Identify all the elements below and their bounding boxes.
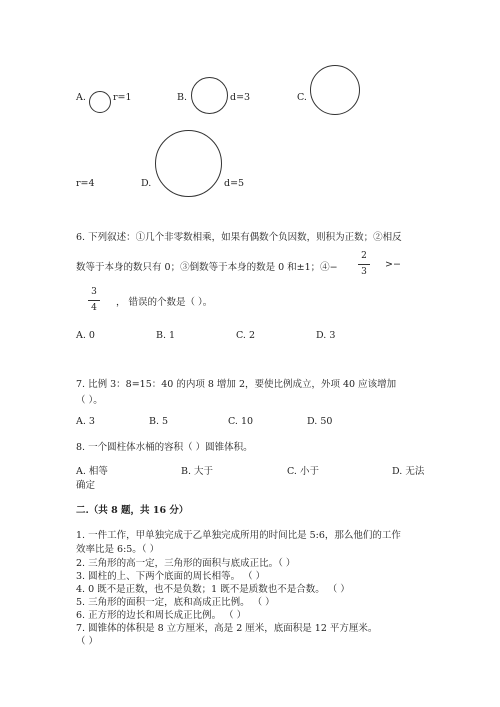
fraction-denominator: 3 <box>361 267 367 277</box>
q7-option-c: C. 10 <box>228 416 254 427</box>
q6-line1: 6. 下列叙述：①几个非零数相乘，如果有偶数个负因数，则积为正数；②相反 <box>76 232 402 243</box>
option-c-label: C. <box>297 92 307 103</box>
q6-line2b: >− <box>385 259 401 270</box>
fraction-numerator: 2 <box>361 251 367 261</box>
s2-item-2: 2. 三角形的高一定，三角形的面积与底成正比。（ ） <box>76 558 296 569</box>
fraction-denominator: 4 <box>91 303 97 313</box>
fraction-three-fourths <box>87 288 101 313</box>
s2-item-3: 3. 圆柱的上、下两个底面的周长相等。 （ ） <box>76 571 266 582</box>
q8-line1: 8. 一个圆柱体水桶的容积（ ）圆锥体积。 <box>76 442 253 453</box>
circle-d <box>155 130 222 197</box>
q8-option-a: A. 相等 <box>76 466 108 477</box>
q6-line2a: 数等于本身的数只有 0；③倒数等于本身的数是 0 和±1；④− <box>76 262 338 273</box>
q7-option-d: D. 50 <box>307 416 333 427</box>
q8-option-d-continued: 确定 <box>76 480 96 491</box>
option-a-label: A. <box>76 92 86 103</box>
q6-option-a: A. 0 <box>76 330 95 341</box>
q7-line2: （ ）。 <box>76 395 103 406</box>
q8-option-b: B. 大于 <box>181 466 214 477</box>
option-c-value: r=4 <box>76 178 95 189</box>
q7-option-a: A. 3 <box>76 416 95 427</box>
q8-option-d: D. 无法 <box>392 466 425 477</box>
option-d-value: d=5 <box>224 178 245 189</box>
section-heading: 二.（共 8 题，共 16 分） <box>76 505 189 516</box>
option-a-value: r=1 <box>113 92 132 103</box>
q7-line1: 7. 比例 3：8=15：40 的内项 8 增加 2，要使比例成立，外项 40 应该增加 <box>76 379 397 390</box>
s2-item-6: 6. 正方形的边长和周长成正比例。 （ ） <box>76 610 247 621</box>
s2-item-7-cont: （ ） <box>76 636 99 647</box>
q6-option-b: B. 1 <box>156 330 176 341</box>
circle-c <box>310 65 360 115</box>
option-b-label: B. <box>177 92 188 103</box>
fraction-two-thirds <box>357 252 371 277</box>
s2-item-1: 1. 一件工作，甲单独完成于乙单独完成所用的时间比是 5:6，那么他们的工作 <box>76 530 401 541</box>
q6-line3: ， 错误的个数是（ ）。 <box>116 297 213 308</box>
q7-option-b: B. 5 <box>149 416 169 427</box>
q6-option-c: C. 2 <box>236 330 256 341</box>
option-d-label: D. <box>141 178 152 189</box>
circle-b <box>191 77 228 114</box>
s2-item-7: 7. 圆锥体的体积是 8 立方厘米，高是 2 厘米，底面积是 12 平方厘米。 <box>76 623 378 634</box>
s2-item-5: 5. 三角形的面积一定，底和高成正比例。 （ ） <box>76 597 275 608</box>
q6-option-d: D. 3 <box>316 330 336 341</box>
option-b-value: d=3 <box>230 92 251 103</box>
circle-a <box>89 91 111 113</box>
fraction-numerator: 3 <box>91 287 97 297</box>
s2-item-4: 4. 0 既不是正数，也不是负数；1 既不是质数也不是合数。 （ ） <box>76 584 350 595</box>
q8-option-c: C. 小于 <box>287 466 319 477</box>
s2-item-1-cont: 效率比是 6:5。（ ） <box>76 544 160 555</box>
